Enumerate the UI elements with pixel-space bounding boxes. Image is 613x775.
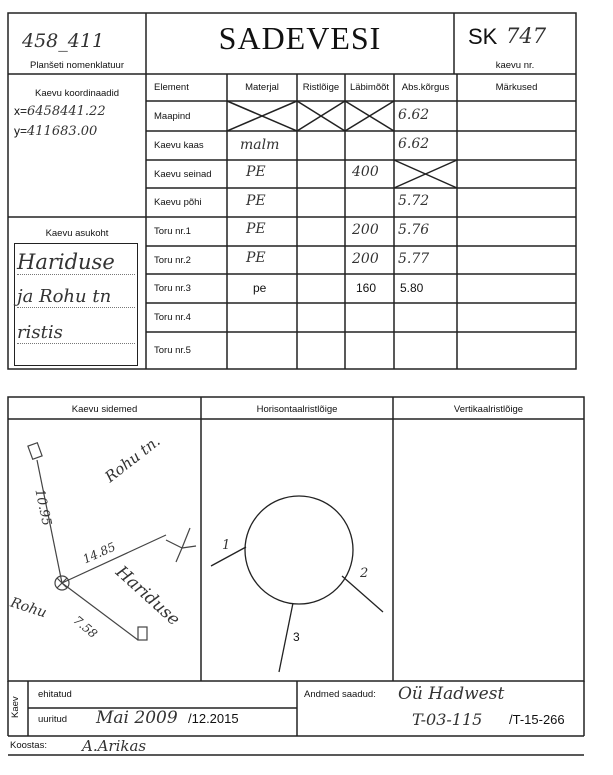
row-element: Toru nr.4 (154, 312, 191, 323)
row-diameter: 160 (356, 281, 377, 295)
pipe-label-2: 2 (360, 566, 369, 581)
surveyed-label: uuritud (38, 714, 68, 725)
plan-sheet-value: 458_411 (22, 30, 105, 52)
surveyed-date-printed: /12.2015 (188, 711, 239, 726)
vertical-section-label: Vertikaalristlõige (453, 404, 524, 415)
row-element: Toru nr.5 (154, 345, 191, 356)
compiled-label: Koostas: (10, 740, 47, 751)
well-code-handwritten: 747 (506, 24, 547, 48)
sketch-length-3: 7.58 (70, 613, 101, 641)
row-material: pe (253, 281, 267, 295)
row-abs-height: 5.72 (398, 193, 430, 209)
page-title: SADEVESI (218, 20, 382, 56)
data-from-label: Andmed saadud: (304, 689, 376, 700)
horizontal-section-label: Horisontaalristlõige (256, 404, 338, 415)
row-abs-height: 6.62 (398, 107, 430, 123)
data-ref-handwritten: T-03-115 (412, 710, 483, 729)
horizontal-section-sketch (211, 496, 383, 672)
built-label: ehitatud (38, 689, 72, 700)
y-prefix: y= (14, 124, 28, 138)
sketch-rohu-tn: Rohu tn. (101, 431, 164, 487)
row-abs-height: 6.62 (398, 136, 430, 152)
x-prefix: x= (14, 104, 28, 118)
location-line-2: ja Rohu tn (17, 286, 135, 308)
row-material: PE (246, 164, 266, 180)
row-abs-height: 5.77 (398, 251, 430, 267)
x-coordinate: 6458441.22 (27, 104, 106, 119)
row-element: Toru nr.2 (154, 254, 191, 266)
col-header-diameter: Läbimõõt (349, 82, 390, 93)
y-coordinate: 411683.00 (27, 124, 98, 139)
location-label: Kaevu asukoht (45, 228, 109, 239)
pipe-label-3: 3 (293, 630, 300, 644)
col-header-cross-section: Ristlõige (302, 82, 340, 93)
row-material: PE (246, 250, 266, 266)
row-element: Toru nr.1 (154, 226, 191, 237)
location-line-1: Hariduse (17, 250, 135, 275)
col-header-material: Materjal (245, 82, 279, 93)
surveyed-date-handwritten: Mai 2009 (96, 708, 178, 728)
row-element: Kaevu põhi (154, 197, 202, 208)
well-no-label: kaevu nr. (495, 60, 535, 71)
data-ref-printed: /T-15-266 (509, 712, 565, 727)
well-code-printed: SK (468, 24, 498, 49)
sketch-hariduse: Hariduse (111, 562, 184, 630)
col-header-remarks: Märkused (495, 82, 538, 93)
row-material: PE (246, 221, 266, 237)
connections-label: Kaevu sidemed (71, 404, 138, 415)
row-abs-height: 5.76 (398, 222, 430, 238)
pipe-label-1: 1 (222, 538, 231, 553)
location-box (14, 243, 138, 366)
row-diameter: 400 (352, 164, 379, 180)
data-from-value: Oü Hadwest (398, 684, 505, 704)
row-abs-height: 5.80 (400, 281, 424, 295)
location-line-3: ristis (17, 322, 135, 344)
col-header-abs-height: Abs.kõrgus (401, 82, 450, 93)
row-material: malm (240, 137, 280, 153)
row-material: PE (246, 193, 266, 209)
row-element: Toru nr.3 (154, 283, 191, 294)
sketch-length-2: 14.85 (80, 539, 118, 567)
compiled-value: A.Arikas (82, 737, 147, 755)
kaev-label: Kaev (10, 696, 21, 718)
row-element: Kaevu seinad (154, 168, 212, 180)
row-element: Maapind (154, 110, 191, 122)
row-diameter: 200 (352, 222, 379, 238)
col-header-element: Element (154, 82, 189, 93)
row-element: Kaevu kaas (154, 140, 204, 151)
sketch-length-1: 10.95 (31, 487, 54, 528)
coords-label: Kaevu koordinaadid (35, 88, 119, 99)
row-diameter: 200 (352, 251, 379, 267)
plan-sheet-label: Planšeti nomenklatuur (30, 60, 124, 71)
sketch-rohu: Rohu (8, 594, 49, 622)
